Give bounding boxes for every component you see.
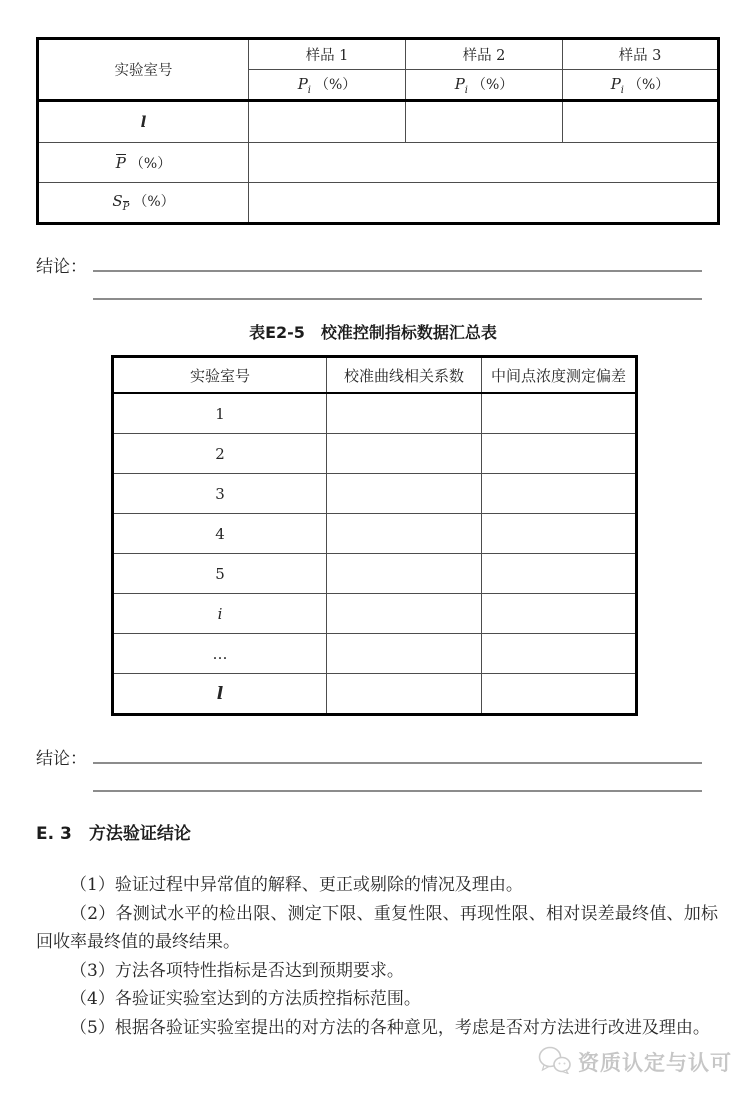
table-row bbox=[113, 674, 637, 715]
table-row bbox=[38, 101, 719, 143]
empty-cell bbox=[327, 594, 482, 634]
section-e3-items bbox=[36, 871, 718, 1042]
conclusion2-blank-line-2 bbox=[93, 790, 702, 792]
table2-row-label: 4 bbox=[113, 514, 327, 554]
empty-cell bbox=[482, 634, 637, 674]
pi-subscript: i bbox=[464, 84, 468, 96]
table-row bbox=[113, 393, 637, 434]
empty-cell bbox=[482, 554, 637, 594]
list-item: （1）验证过程中异常值的解释、更正或剔除的情况及理由。 bbox=[70, 875, 523, 895]
list-item: （2）各测试水平的检出限、测定下限、重复性限、再现性限、相对误差最终值、加标回收率最终值的最终结果。 bbox=[36, 903, 718, 952]
conclusion1-blank-line-1 bbox=[93, 270, 702, 272]
empty-cell bbox=[249, 101, 406, 143]
table1-row-sp-label bbox=[38, 183, 249, 224]
empty-cell bbox=[482, 393, 637, 434]
s-symbol: S bbox=[112, 192, 123, 211]
empty-cell bbox=[327, 393, 482, 434]
table1-row-l-label: l bbox=[38, 101, 249, 143]
empty-cell bbox=[327, 514, 482, 554]
table1-pi-header-3 bbox=[563, 70, 719, 101]
table2-header-bias: 中间点浓度测定偏差 bbox=[482, 357, 637, 394]
empty-cell bbox=[406, 101, 563, 143]
table-row bbox=[113, 474, 637, 514]
list-item: （3）方法各项特性指标是否达到预期要求。 bbox=[70, 960, 404, 981]
list-item: （4）各验证实验室达到的方法质控指标范围。 bbox=[70, 989, 421, 1009]
table1-pi-header-1 bbox=[249, 70, 406, 101]
table-row bbox=[38, 39, 719, 70]
list-item: （5）根据各验证实验室提出的对方法的各种意见，考虑是否对方法进行改进及理由。 bbox=[70, 1017, 710, 1038]
percent-unit: （%） bbox=[133, 194, 175, 211]
table2-row-label: i bbox=[113, 594, 327, 634]
p-bar-subscript: P bbox=[122, 202, 130, 214]
empty-cell bbox=[563, 101, 719, 143]
table1-pi-header-2 bbox=[406, 70, 563, 101]
empty-cell bbox=[482, 474, 637, 514]
table2-row-label: 3 bbox=[113, 474, 327, 514]
table1-sample2-header: 样品 2 bbox=[406, 39, 563, 70]
p-bar-symbol: P bbox=[115, 153, 126, 172]
percent-unit: （%） bbox=[314, 76, 357, 93]
conclusion2-label: 结论： bbox=[36, 749, 87, 769]
watermark-text: 资质认定与认可 bbox=[578, 1051, 732, 1075]
table-row bbox=[113, 554, 637, 594]
section-e3-heading: E. 3 方法验证结论 bbox=[36, 824, 191, 844]
conclusion1-blank-line-2 bbox=[93, 298, 702, 300]
conclusion2-blank-line-1 bbox=[93, 762, 702, 764]
empty-cell bbox=[327, 554, 482, 594]
empty-cell bbox=[327, 674, 482, 715]
percent-unit: （%） bbox=[129, 155, 172, 172]
table2-title: 表E2-5 校准控制指标数据汇总表 bbox=[249, 323, 497, 342]
table2-header-corr: 校准曲线相关系数 bbox=[327, 357, 482, 394]
empty-cell bbox=[327, 434, 482, 474]
pi-symbol: P bbox=[297, 74, 308, 93]
calibration-summary-table bbox=[111, 355, 638, 716]
table2-row-label: 2 bbox=[113, 434, 327, 474]
table-row bbox=[113, 357, 637, 394]
table-row bbox=[113, 594, 637, 634]
table-row bbox=[113, 514, 637, 554]
watermark bbox=[538, 1046, 732, 1078]
table2-row-label: … bbox=[113, 634, 327, 674]
table2-row-label: 5 bbox=[113, 554, 327, 594]
empty-cell bbox=[327, 474, 482, 514]
recovery-summary-table bbox=[36, 37, 720, 225]
table1-sample3-header: 样品 3 bbox=[563, 39, 719, 70]
pi-symbol: P bbox=[454, 74, 465, 93]
table2-header-lab: 实验室号 bbox=[113, 357, 327, 394]
empty-cell bbox=[327, 634, 482, 674]
chat-bubbles-logo-icon bbox=[538, 1046, 572, 1078]
table1-row-pbar-label bbox=[38, 143, 249, 183]
empty-merged-cell bbox=[249, 143, 719, 183]
empty-cell bbox=[482, 434, 637, 474]
pi-symbol: P bbox=[610, 74, 621, 93]
table-row bbox=[38, 183, 719, 224]
table-row bbox=[113, 634, 637, 674]
percent-unit: （%） bbox=[627, 76, 670, 93]
percent-unit: （%） bbox=[471, 76, 514, 93]
empty-merged-cell bbox=[249, 183, 719, 224]
table-row bbox=[113, 434, 637, 474]
table1-sample1-header: 样品 1 bbox=[249, 39, 406, 70]
conclusion1-label: 结论： bbox=[36, 257, 87, 277]
pi-subscript: i bbox=[307, 84, 311, 96]
empty-cell bbox=[482, 674, 637, 715]
empty-cell bbox=[482, 514, 637, 554]
table-row bbox=[38, 143, 719, 183]
table2-row-label: 1 bbox=[113, 393, 327, 434]
pi-subscript: i bbox=[620, 84, 624, 96]
empty-cell bbox=[482, 594, 637, 634]
table1-corner-header: 实验室号 bbox=[38, 39, 249, 101]
table2-row-label: l bbox=[113, 674, 327, 715]
